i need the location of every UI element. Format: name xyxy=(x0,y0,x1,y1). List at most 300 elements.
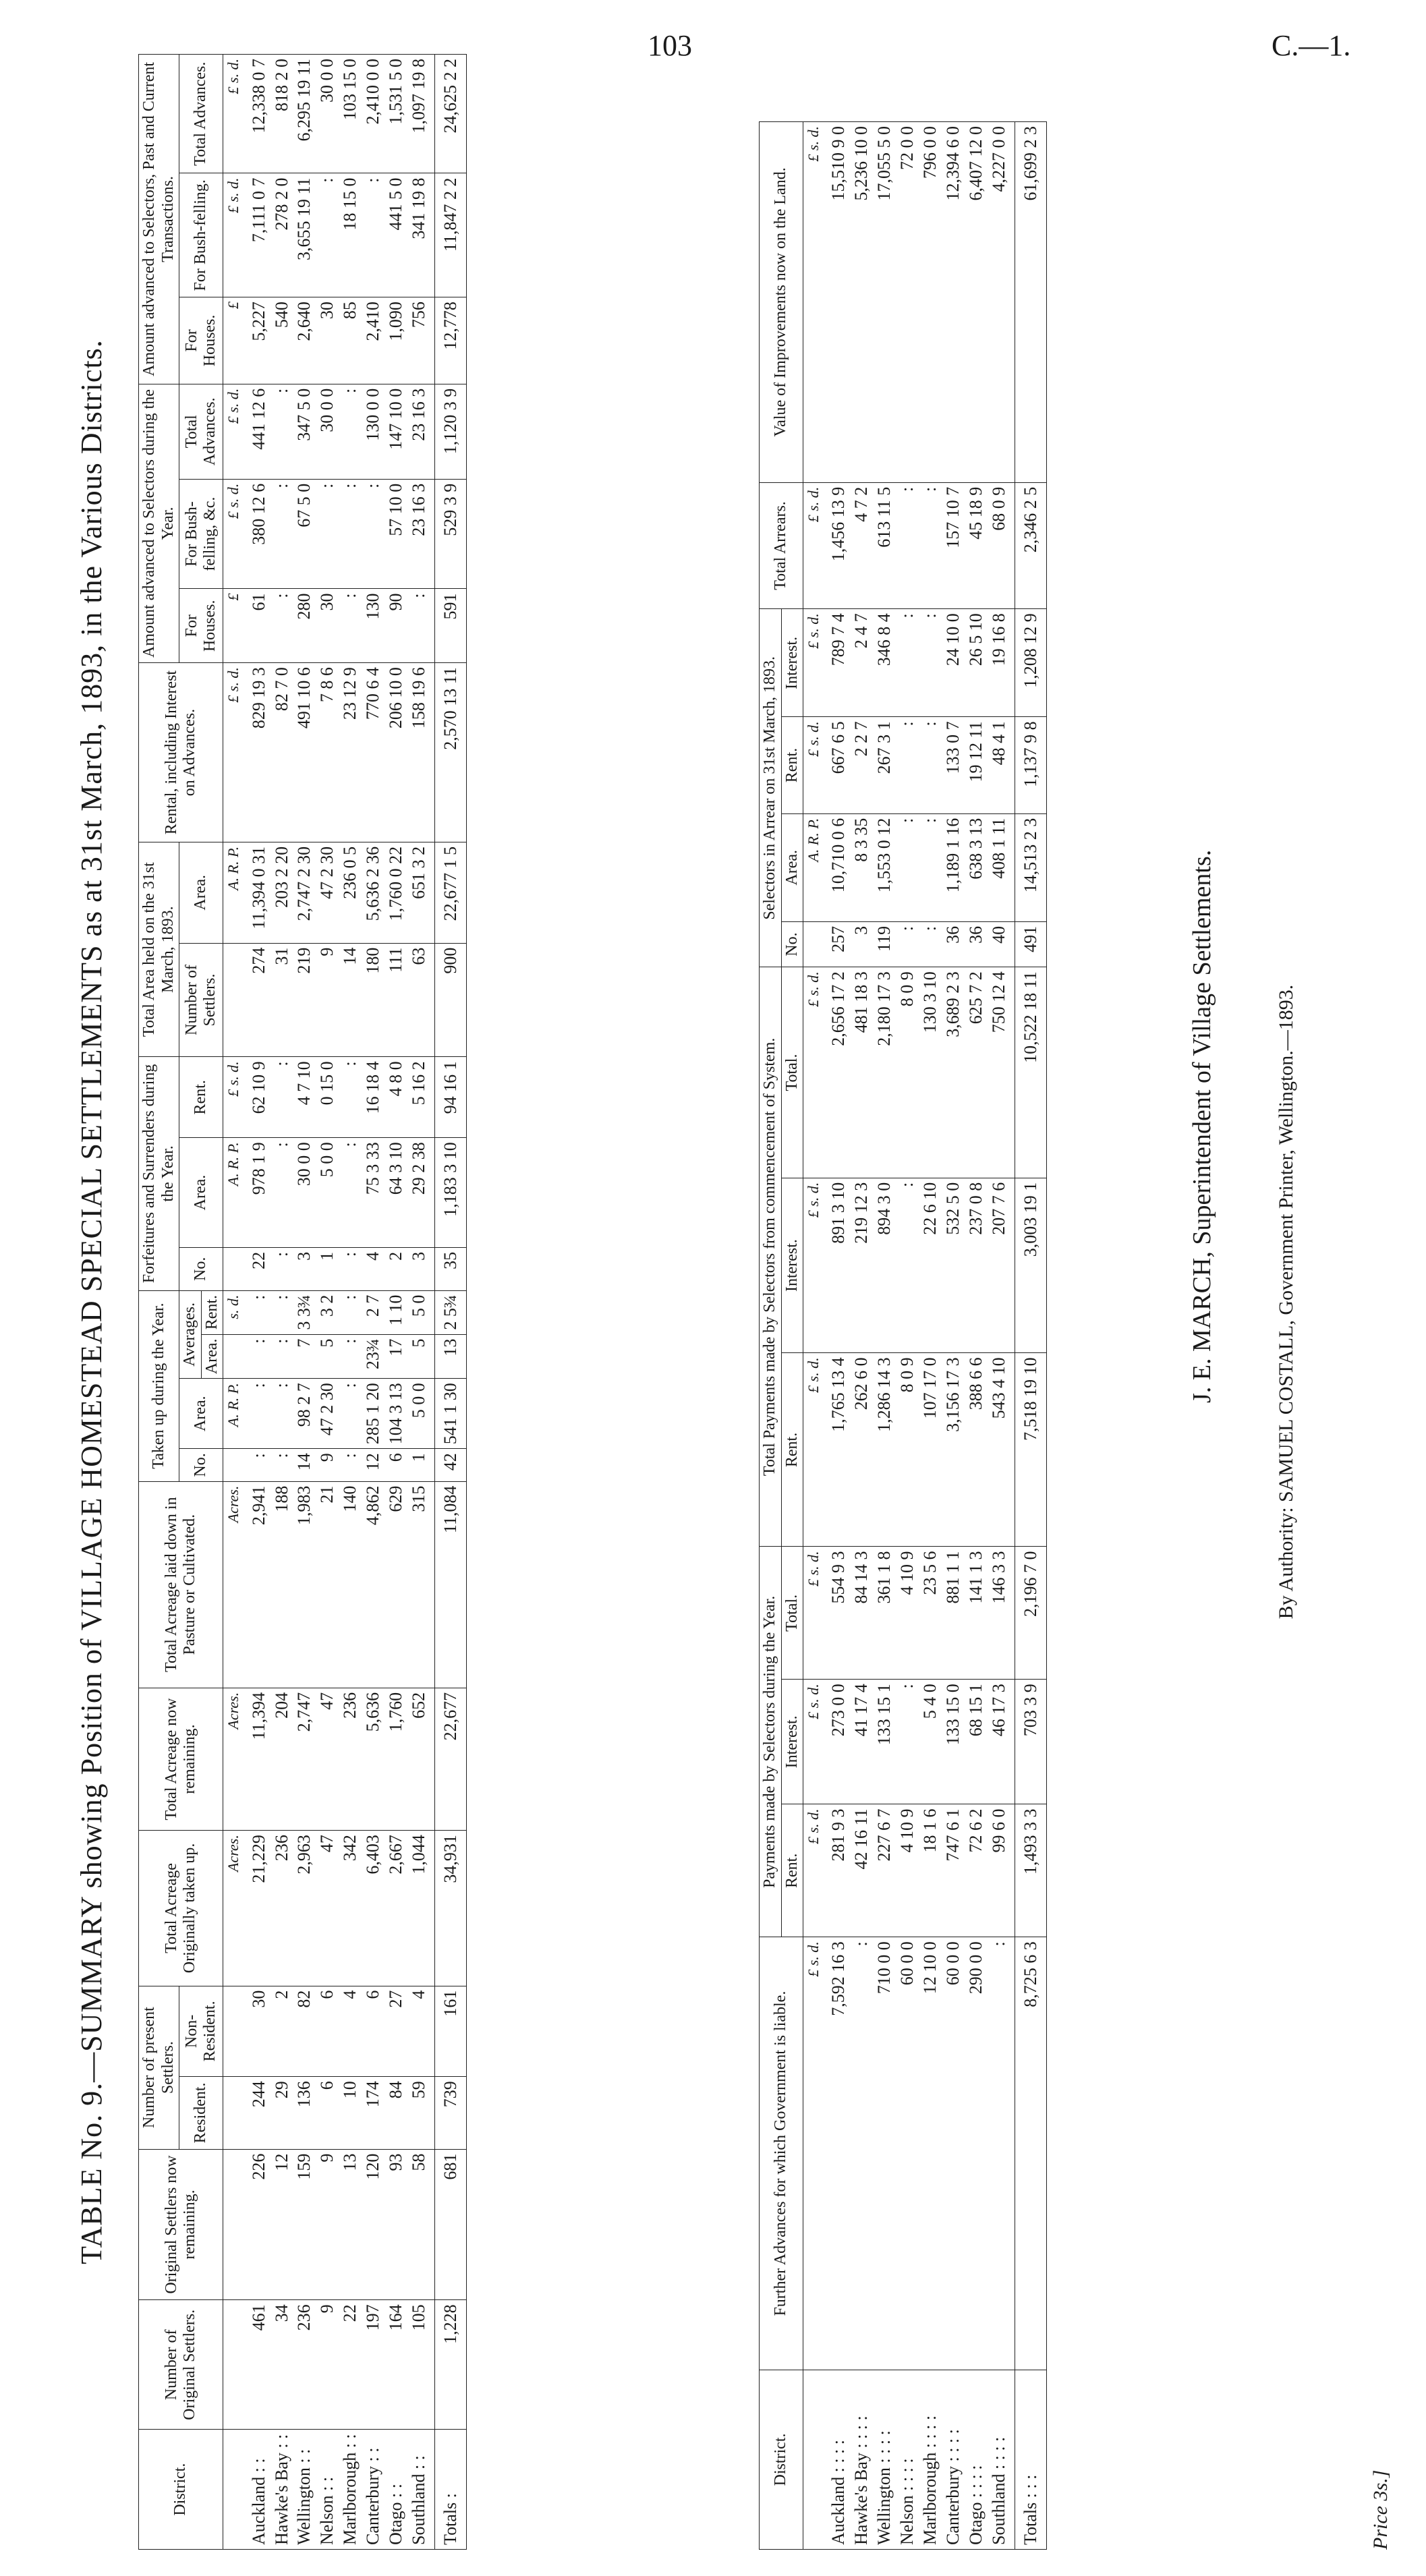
unit-label: Acres. xyxy=(223,1831,244,1986)
cell: 2,963 xyxy=(293,1831,316,1986)
cell: 315 xyxy=(407,1481,434,1688)
cell: 22,677 1 5 xyxy=(434,842,466,943)
cell: 5,636 xyxy=(362,1688,384,1830)
cell: 2,656 17 2 xyxy=(823,967,850,1178)
cell: 130 xyxy=(362,589,384,663)
table-row xyxy=(407,55,434,2550)
cell: 72 0 0 xyxy=(896,122,919,483)
cell: 978 1 9 xyxy=(244,1138,270,1248)
cell: 2,570 13 11 xyxy=(434,663,466,842)
col-total-rent: Rent. xyxy=(781,1353,803,1547)
cell: 591 xyxy=(434,589,466,663)
cell: 2,410 0 0 xyxy=(362,55,384,173)
cell: 62 10 9 xyxy=(244,1057,270,1138)
table-row xyxy=(823,122,850,2550)
col-original-settlers-remaining: Original Settlers now remaining. xyxy=(139,2149,223,2300)
cell: 46 17 3 xyxy=(988,1680,1015,1804)
group-payments-during-year: Payments made by Selectors during the Year. xyxy=(760,1547,782,1937)
cell: 10 xyxy=(339,2077,362,2149)
cell: 346 8 4 xyxy=(873,609,896,717)
cell: 23 5 6 xyxy=(919,1547,942,1680)
district-name: Nelson : : : : xyxy=(896,2370,919,2550)
cell: 24 10 0 xyxy=(942,609,965,717)
cell: 290 0 0 xyxy=(965,1937,988,2370)
rotated-page-content xyxy=(74,54,1423,2550)
group-total-payments: Total Payments made by Selectors from commencement of System. xyxy=(760,967,782,1547)
cell: 1,189 1 16 xyxy=(942,813,965,921)
col-year-total: Total. xyxy=(781,1547,803,1680)
cell: : xyxy=(339,384,362,479)
cell: 12,394 6 0 xyxy=(942,122,965,483)
cell: 3,156 17 3 xyxy=(942,1353,965,1547)
cell: 1,531 5 0 xyxy=(384,55,407,173)
district-name: Nelson : : xyxy=(316,2430,339,2550)
cell: 2 2 7 xyxy=(850,717,873,813)
unit-label: £ s. d. xyxy=(803,1680,824,1804)
unit-label: £ s. d. xyxy=(803,967,824,1178)
cell: 4 10 9 xyxy=(896,1547,919,1680)
cell: 2,180 17 3 xyxy=(873,967,896,1178)
col-resident: Resident. xyxy=(179,2077,223,2149)
cell: : xyxy=(339,1247,362,1290)
cell: : xyxy=(339,1379,362,1449)
cell: 146 3 3 xyxy=(988,1547,1015,1680)
cell: 12 xyxy=(362,1449,384,1481)
cell: 68 15 1 xyxy=(965,1680,988,1804)
col-average-rent: Rent. xyxy=(201,1290,223,1334)
cell: 9 xyxy=(316,1449,339,1481)
cell: 30 0 0 xyxy=(316,55,339,173)
cell: : xyxy=(270,1290,293,1334)
cell: 1,983 xyxy=(293,1481,316,1688)
col-district: District. xyxy=(760,2370,803,2550)
units-row xyxy=(223,55,244,2550)
cell: 5 0 xyxy=(407,1290,434,1334)
district-name: Marlborough : : : : xyxy=(919,2370,942,2550)
col-year-interest: Interest. xyxy=(781,1680,803,1804)
group-total-area-held: Total Area held on the 31st March, 1893. xyxy=(139,842,179,1056)
cell: : xyxy=(339,1290,362,1334)
cell: : xyxy=(270,1334,293,1379)
cell: 6,403 xyxy=(362,1831,384,1986)
cell: 14 xyxy=(339,943,362,1057)
col-held-settlers: Number of Settlers. xyxy=(179,943,223,1057)
cell: 82 7 0 xyxy=(270,663,293,842)
col-taken-area: Area. xyxy=(179,1379,223,1449)
cell: 140 xyxy=(339,1481,362,1688)
cell: : xyxy=(244,1290,270,1334)
cell: 93 xyxy=(384,2149,407,2300)
cell: 94 16 1 xyxy=(434,1057,466,1138)
cell: 206 10 0 xyxy=(384,663,407,842)
cell: 1,286 14 3 xyxy=(873,1353,896,1547)
cell: 0 15 0 xyxy=(316,1057,339,1138)
district-name: Auckland : : : : xyxy=(823,2370,850,2550)
cell: 72 6 2 xyxy=(965,1804,988,1937)
group-present-settlers: Number of present Settlers. xyxy=(139,1986,179,2149)
district-name: Canterbury : : xyxy=(362,2430,384,2550)
col-further-advances: Further Advances for which Government is liable. xyxy=(760,1937,803,2370)
group-taken-up-during-year: Taken up during the Year. xyxy=(139,1290,179,1481)
cell: 9 xyxy=(316,2300,339,2430)
cell: 207 7 6 xyxy=(988,1178,1015,1353)
unit-label: A. R. P. xyxy=(803,813,824,921)
cell: 818 2 0 xyxy=(270,55,293,173)
cell: 681 xyxy=(434,2149,466,2300)
cell: 15,510 9 0 xyxy=(823,122,850,483)
district-name: Southland : : : : xyxy=(988,2370,1015,2550)
cell: 756 xyxy=(407,297,434,384)
cell: 57 10 0 xyxy=(384,479,407,589)
cell: 30 xyxy=(244,1986,270,2077)
cell: 18 15 0 xyxy=(339,173,362,297)
cell: 2,747 xyxy=(293,1688,316,1830)
col-total-total: Total. xyxy=(781,967,803,1178)
cell: 17 xyxy=(384,1334,407,1379)
cell: 5 0 0 xyxy=(316,1138,339,1248)
cell: 8 0 9 xyxy=(896,1353,919,1547)
cell: : xyxy=(896,482,919,609)
cell: : xyxy=(339,1334,362,1379)
cell: 197 xyxy=(362,2300,384,2430)
cell: 11,394 xyxy=(244,1688,270,1830)
unit-label: £ s. d. xyxy=(223,479,244,589)
cell: 47 2 30 xyxy=(316,1379,339,1449)
table-row xyxy=(244,55,270,2550)
cell: : xyxy=(339,1449,362,1481)
cell: 491 xyxy=(1015,921,1046,967)
cell: 60 0 0 xyxy=(896,1937,919,2370)
cell: 27 xyxy=(384,1986,407,2077)
settlements-summary-table xyxy=(138,54,467,2550)
cell: 11,084 xyxy=(434,1481,466,1688)
unit-label: s. d. xyxy=(223,1290,244,1334)
cell: 8,725 6 3 xyxy=(1015,1937,1046,2370)
unit-label: £ s. d. xyxy=(803,1353,824,1547)
cell: : xyxy=(270,1057,293,1138)
cell: 900 xyxy=(434,943,466,1057)
cell: 107 17 0 xyxy=(919,1353,942,1547)
cell: 26 5 10 xyxy=(965,609,988,717)
cell: 6 xyxy=(384,1449,407,1481)
cell: 2,640 xyxy=(293,297,316,384)
cell: 2,196 7 0 xyxy=(1015,1547,1046,1680)
cell: 63 xyxy=(407,943,434,1057)
signature: J. E. MARCH, Superintendent of Village Settlements. xyxy=(1188,849,1216,1403)
cell: 267 3 1 xyxy=(873,717,896,813)
unit-label: £ xyxy=(223,297,244,384)
cell: 796 0 0 xyxy=(919,122,942,483)
cell: 47 2 30 xyxy=(316,842,339,943)
unit-label: £ s. d. xyxy=(223,1057,244,1138)
cell: 14,513 2 3 xyxy=(1015,813,1046,921)
cell: 68 0 9 xyxy=(988,482,1015,609)
cell: 4 8 0 xyxy=(384,1057,407,1138)
unit-label: £ s. d. xyxy=(803,1178,824,1353)
cell: 180 xyxy=(362,943,384,1057)
col-district: District. xyxy=(139,2430,223,2550)
cell: 3 2 xyxy=(316,1290,339,1334)
cell: 7,592 16 3 xyxy=(823,1937,850,2370)
cell: 67 5 0 xyxy=(293,479,316,589)
col-arrear-interest: Interest. xyxy=(781,609,803,717)
unit-label: £ s. d. xyxy=(223,663,244,842)
group-advanced-during-year: Amount advanced to Selectors during the Year. xyxy=(139,384,179,662)
table-row xyxy=(850,122,873,2550)
district-name: Wellington : : : : xyxy=(873,2370,896,2550)
cell: 10,710 0 6 xyxy=(823,813,850,921)
cell: 4,227 0 0 xyxy=(988,122,1015,483)
cell: 5,227 xyxy=(244,297,270,384)
cell: 18 1 6 xyxy=(919,1804,942,1937)
cell: 130 0 0 xyxy=(362,384,384,479)
col-total-arrears: Total Arrears. xyxy=(760,482,803,609)
cell: 164 xyxy=(384,2300,407,2430)
cell: 141 1 3 xyxy=(965,1547,988,1680)
cell: 133 15 1 xyxy=(873,1680,896,1804)
cell: : xyxy=(362,173,384,297)
unit-label: £ xyxy=(223,589,244,663)
cell: 29 xyxy=(270,2077,293,2149)
cell: 481 18 3 xyxy=(850,967,873,1178)
cell: 3 3¾ xyxy=(293,1290,316,1334)
cell: 219 12 3 xyxy=(850,1178,873,1353)
cell: 133 15 0 xyxy=(942,1680,965,1804)
unit-label: A. R. P. xyxy=(223,1379,244,1449)
col-arrear-rent: Rent. xyxy=(781,717,803,813)
table-row xyxy=(896,122,919,2550)
cell: 99 6 0 xyxy=(988,1804,1015,1937)
col-number-original-settlers: Number of Original Settlers. xyxy=(139,2300,223,2430)
totals-label: Totals : : : xyxy=(1015,2370,1046,2550)
cell: 894 3 0 xyxy=(873,1178,896,1353)
table-row xyxy=(293,55,316,2550)
cell: 133 0 7 xyxy=(942,717,965,813)
cell: 11,394 0 31 xyxy=(244,842,270,943)
cell: 529 3 9 xyxy=(434,479,466,589)
cell: 273 0 0 xyxy=(823,1680,850,1804)
cell: : xyxy=(988,1937,1015,2370)
cell: : xyxy=(270,479,293,589)
col-arrear-area: Area. xyxy=(781,813,803,921)
cell: 2,941 xyxy=(244,1481,270,1688)
cell: 1,765 13 4 xyxy=(823,1353,850,1547)
cell: 2,346 2 5 xyxy=(1015,482,1046,609)
col-year-total-advances: Total Advances. xyxy=(179,384,223,479)
cell: 881 1 1 xyxy=(942,1547,965,1680)
cell: 2 7 xyxy=(362,1290,384,1334)
cell: 82 xyxy=(293,1986,316,2077)
cell: 285 1 20 xyxy=(362,1379,384,1449)
cell: 6,407 12 0 xyxy=(965,122,988,483)
cell: : xyxy=(339,479,362,589)
district-name: Wellington : : xyxy=(293,2430,316,2550)
cell: : xyxy=(896,813,919,921)
cell: 11,847 2 2 xyxy=(434,173,466,297)
cell: 388 6 6 xyxy=(965,1353,988,1547)
cell: 22 6 10 xyxy=(919,1178,942,1353)
cell: : xyxy=(896,1178,919,1353)
cell: 41 17 4 xyxy=(850,1680,873,1804)
cell: 5 16 2 xyxy=(407,1057,434,1138)
cell: : xyxy=(919,813,942,921)
cell: 667 6 5 xyxy=(823,717,850,813)
col-forfeit-area: Area. xyxy=(179,1138,223,1248)
cell: 98 2 7 xyxy=(293,1379,316,1449)
payments-arrears-table xyxy=(759,121,1047,2550)
cell: 17,055 5 0 xyxy=(873,122,896,483)
cell: 3 xyxy=(850,921,873,967)
cell: : xyxy=(270,384,293,479)
price: Price 3s.] xyxy=(1369,2469,1392,2550)
unit-label: Acres. xyxy=(223,1481,244,1688)
cell: : xyxy=(919,482,942,609)
cell: 30 xyxy=(316,589,339,663)
cell: 16 18 4 xyxy=(362,1057,384,1138)
cell: 22,677 xyxy=(434,1688,466,1830)
cell: 203 2 20 xyxy=(270,842,293,943)
district-name: Auckland : : xyxy=(244,2430,270,2550)
cell: : xyxy=(896,609,919,717)
cell: 219 xyxy=(293,943,316,1057)
cell: 9 xyxy=(316,943,339,1057)
cell: 119 xyxy=(873,921,896,967)
cell: 3 xyxy=(293,1247,316,1290)
cell: 12 xyxy=(270,2149,293,2300)
table-row xyxy=(339,55,362,2550)
cell: 30 xyxy=(316,297,339,384)
cell: 158 19 6 xyxy=(407,663,434,842)
cell: : xyxy=(270,1138,293,1248)
unit-label: £ s. d. xyxy=(803,1804,824,1937)
cell: 31 xyxy=(270,943,293,1057)
cell: 105 xyxy=(407,2300,434,2430)
table-row xyxy=(919,122,942,2550)
cell: 90 xyxy=(384,589,407,663)
cell: : xyxy=(244,1449,270,1481)
cell: 5 xyxy=(407,1334,434,1379)
cell: 21 xyxy=(316,1481,339,1688)
unit-label: £ s. d. xyxy=(803,1547,824,1680)
cell: 157 10 7 xyxy=(942,482,965,609)
cell: : xyxy=(270,1449,293,1481)
cell: 1 xyxy=(316,1247,339,1290)
col-past-bush-felling: For Bush-felling. xyxy=(179,173,223,297)
cell: 638 3 13 xyxy=(965,813,988,921)
units-row xyxy=(803,122,824,2550)
unit-label: £ s. d. xyxy=(803,609,824,717)
cell: 5 xyxy=(316,1334,339,1379)
cell: 42 16 11 xyxy=(850,1804,873,1937)
district-name: Southland : : xyxy=(407,2430,434,2550)
cell: 21,229 xyxy=(244,1831,270,1986)
cell: 36 xyxy=(942,921,965,967)
col-rental-including-interest: Rental, including Interest on Advances. xyxy=(139,663,223,842)
cell: 42 xyxy=(434,1449,466,1481)
cell: 3,003 19 1 xyxy=(1015,1178,1046,1353)
table-row xyxy=(873,122,896,2550)
table-row xyxy=(270,55,293,2550)
cell: 554 9 3 xyxy=(823,1547,850,1680)
cell: 30 0 0 xyxy=(293,1138,316,1248)
group-forfeitures-surrenders: Forfeitures and Surrenders during the Year. xyxy=(139,1057,179,1290)
cell: : xyxy=(339,589,362,663)
cell: 2,747 2 30 xyxy=(293,842,316,943)
col-past-total-advances: Total Advances. xyxy=(179,55,223,173)
cell: 23¾ xyxy=(362,1334,384,1379)
totals-row xyxy=(434,55,466,2550)
cell: 1 10 xyxy=(384,1290,407,1334)
cell: 541 1 30 xyxy=(434,1379,466,1449)
group-selectors-in-arrear: Selectors in Arrear on 31st March, 1893. xyxy=(760,609,782,967)
cell: 789 7 4 xyxy=(823,609,850,717)
cell: 6 xyxy=(362,1986,384,2077)
cell: : xyxy=(316,479,339,589)
cell: 59 xyxy=(407,2077,434,2149)
cell: 29 2 38 xyxy=(407,1138,434,1248)
district-name: Marlborough : : xyxy=(339,2430,362,2550)
cell: 274 xyxy=(244,943,270,1057)
cell: 236 xyxy=(339,1688,362,1830)
cell: 1,090 xyxy=(384,297,407,384)
cell: : xyxy=(407,589,434,663)
cell: 104 3 13 xyxy=(384,1379,407,1449)
col-acreage-pasture-cultivated: Total Acreage laid down in Pasture or Cultivated. xyxy=(139,1481,223,1688)
cell: 7,518 19 10 xyxy=(1015,1353,1046,1547)
cell: 23 16 3 xyxy=(407,479,434,589)
cell: 2 xyxy=(384,1247,407,1290)
cell: 5 4 0 xyxy=(919,1680,942,1804)
cell: 1,228 xyxy=(434,2300,466,2430)
cell: 4 7 10 xyxy=(293,1057,316,1138)
cell: 47 xyxy=(316,1688,339,1830)
cell: 61,699 2 3 xyxy=(1015,122,1046,483)
cell: 23 12 9 xyxy=(339,663,362,842)
cell: 40 xyxy=(988,921,1015,967)
cell: : xyxy=(270,1379,293,1449)
table-row xyxy=(384,55,407,2550)
cell: 85 xyxy=(339,297,362,384)
cell: 84 14 3 xyxy=(850,1547,873,1680)
unit-label: £ s. d. xyxy=(223,55,244,173)
col-year-rent: Rent. xyxy=(781,1804,803,1937)
cell: 408 1 11 xyxy=(988,813,1015,921)
cell: 147 10 0 xyxy=(384,384,407,479)
cell: 543 4 10 xyxy=(988,1353,1015,1547)
col-forfeit-rent: Rent. xyxy=(179,1057,223,1138)
cell: 4 xyxy=(339,1986,362,2077)
col-arrear-no: No. xyxy=(781,921,803,967)
cell: : xyxy=(896,1680,919,1804)
cell: 262 6 0 xyxy=(850,1353,873,1547)
col-year-houses: For Houses. xyxy=(179,589,223,663)
cell: 341 19 8 xyxy=(407,173,434,297)
cell: 64 3 10 xyxy=(384,1138,407,1248)
col-year-bush-felling: For Bush-felling, &c. xyxy=(179,479,223,589)
cell: 60 0 0 xyxy=(942,1937,965,2370)
cell: 2 xyxy=(270,1986,293,2077)
cell: 4 xyxy=(407,1986,434,2077)
cell: 2 4 7 xyxy=(850,609,873,717)
cell: 9 xyxy=(316,2149,339,2300)
cell: 58 xyxy=(407,2149,434,2300)
cell: : xyxy=(270,589,293,663)
cell: 1,044 xyxy=(407,1831,434,1986)
col-non-resident: Non-Resident. xyxy=(179,1986,223,2077)
cell: 130 3 10 xyxy=(919,967,942,1178)
col-average-area: Area. xyxy=(201,1334,223,1379)
cell: 6 xyxy=(316,1986,339,2077)
